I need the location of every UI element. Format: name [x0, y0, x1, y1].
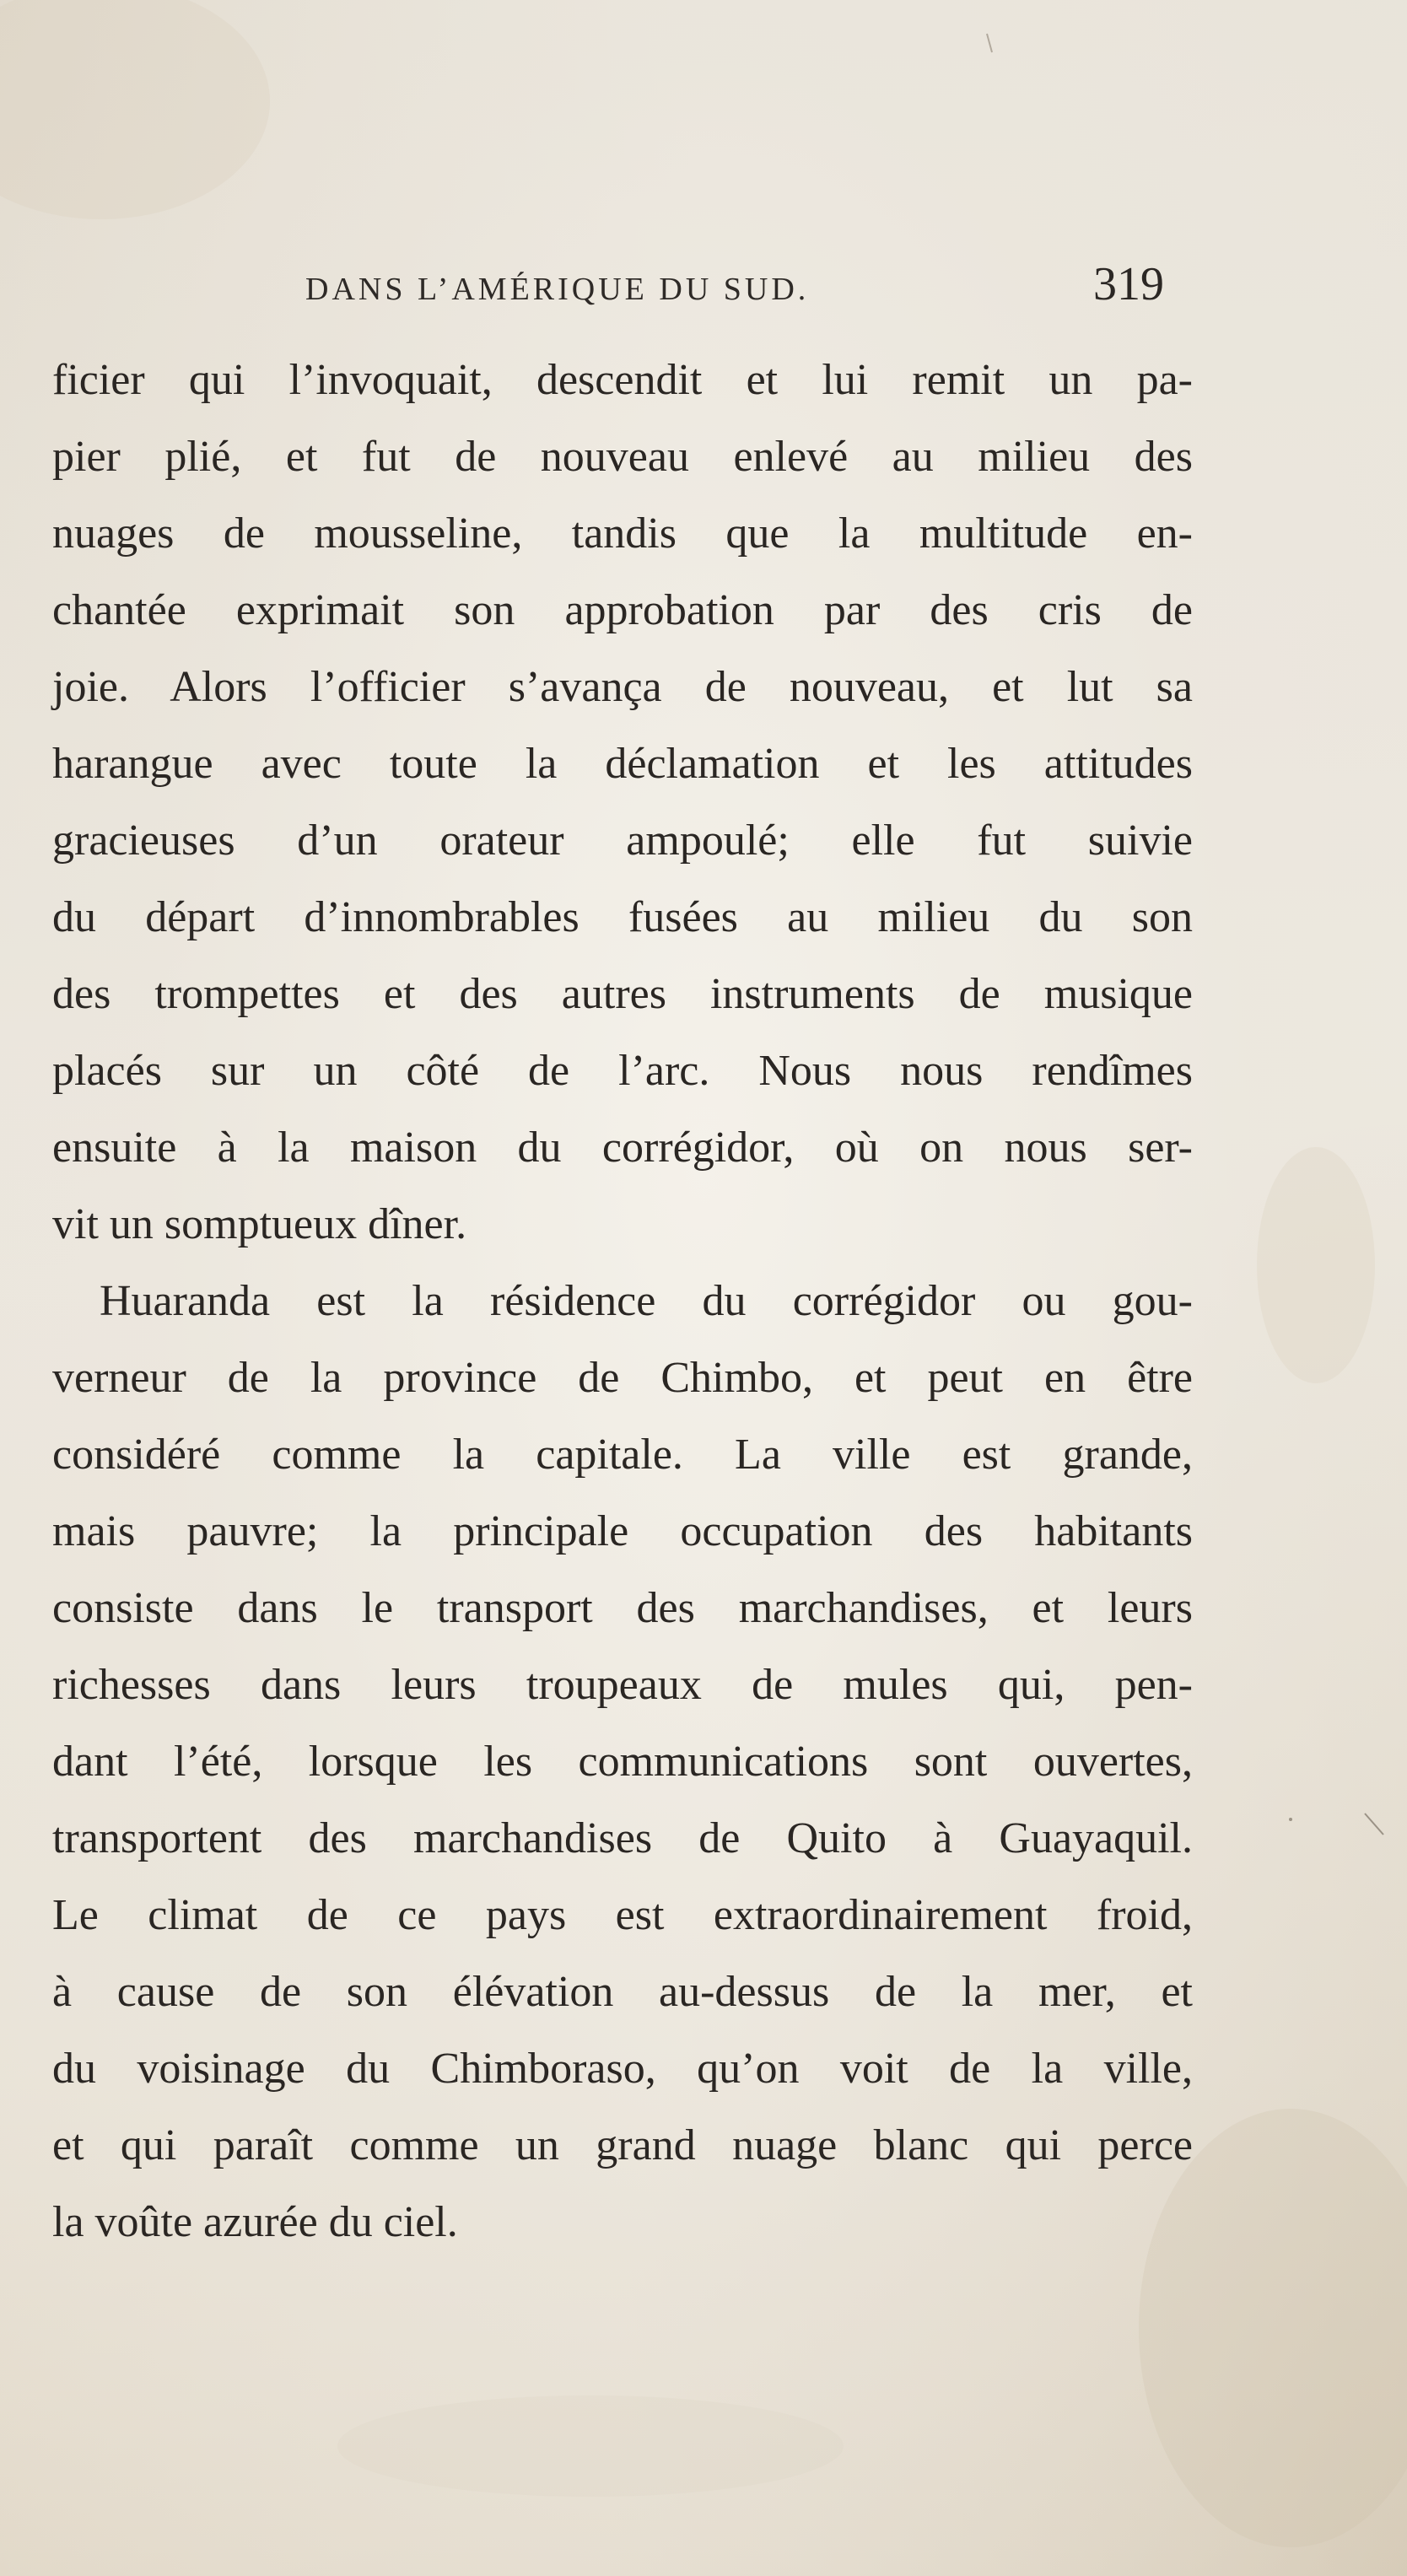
text-line: mais pauvre; la principale occupation des habitants [52, 1507, 1193, 1555]
text-line: du voisinage du Chimboraso, qu’on voit de la ville, [52, 2045, 1193, 2093]
text-line: et qui paraît comme un grand nuage blanc qui perce [52, 2121, 1193, 2169]
running-head-title: DANS L’AMÉRIQUE DU SUD. [305, 272, 810, 307]
text-line: transportent des marchandises de Quito à Guayaquil. [52, 1814, 1193, 1862]
paragraph [52, 342, 1193, 1263]
text-line: placés sur un côté de l’arc. Nous nous rendîmes [52, 1047, 1193, 1095]
text-line: joie. Alors l’officier s’avança de nouveau, et lut sa [52, 663, 1193, 711]
text-line: considéré comme la capitale. La ville est grande, [52, 1431, 1193, 1479]
paragraph [52, 1263, 1193, 2261]
text-line: la voûte azurée du ciel. [52, 2198, 458, 2246]
page-number: 319 [1093, 258, 1164, 310]
text-line: gracieuses d’un orateur ampoulé; elle fut suivie [52, 816, 1193, 865]
text-line: pier plié, et fut de nouveau enlevé au milieu des [52, 433, 1193, 481]
text-line: consiste dans le transport des marchandises, et leurs [52, 1584, 1193, 1632]
text-line: richesses dans leurs troupeaux de mules qui, pen- [52, 1661, 1193, 1709]
text-line: ensuite à la maison du corrégidor, où on nous ser- [52, 1124, 1193, 1172]
text-line: dant l’été, lorsque les communications sont ouvertes, [52, 1738, 1193, 1786]
text-line: du départ d’innombrables fusées au milieu du son [52, 893, 1193, 941]
text-line: nuages de mousseline, tandis que la multitude en- [52, 509, 1193, 558]
text-line: harangue avec toute la déclamation et les attitudes [52, 740, 1193, 788]
running-head [0, 257, 1407, 308]
body-text [52, 342, 1193, 2261]
text-line: Huaranda est la résidence du corrégidor ou gou- [100, 1277, 1193, 1325]
text-line: Le climat de ce pays est extraordinairement froid, [52, 1891, 1193, 1939]
text-line: ficier qui l’invoquait, descendit et lui remit un pa- [52, 356, 1193, 404]
text-line: vit un somptueux dîner. [52, 1200, 467, 1248]
text-line: chantée exprimait son approbation par des cris de [52, 586, 1193, 634]
text-line: des trompettes et des autres instruments de musique [52, 970, 1193, 1018]
text-line: à cause de son élévation au-dessus de la mer, et [52, 1968, 1193, 2016]
text-line: verneur de la province de Chimbo, et peut en être [52, 1354, 1193, 1402]
